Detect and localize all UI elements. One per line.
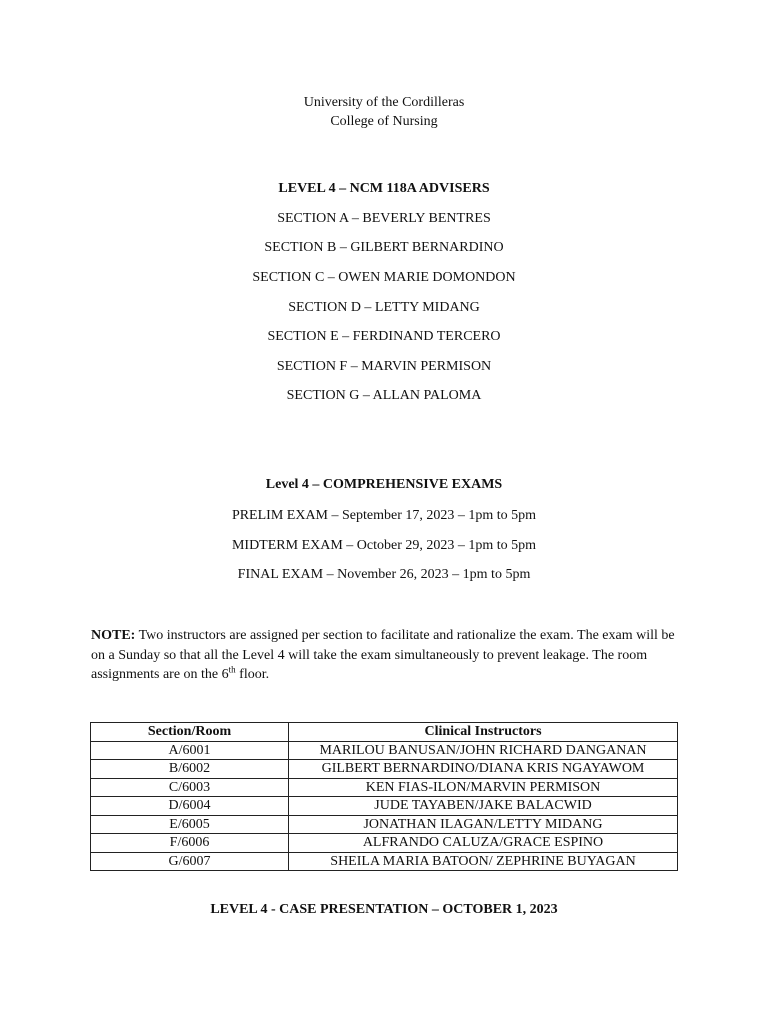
adviser-section-e: SECTION E – FERDINAND TERCERO (267, 329, 501, 344)
instructors-cell: GILBERT BERNARDINO/DIANA KRIS NGAYAWOM (289, 760, 678, 779)
table-header-row (91, 723, 678, 742)
exam-midterm: MIDTERM EXAM – October 29, 2023 – 1pm to 5pm (231, 538, 537, 553)
instructors-cell: SHEILA MARIA BATOON/ ZEPHRINE BUYAGAN (289, 852, 678, 871)
adviser-section-g: SECTION G – ALLAN PALOMA (286, 388, 482, 403)
table-row (91, 741, 678, 760)
adviser-section-a: SECTION A – BEVERLY BENTRES (277, 211, 491, 226)
note-ordinal-suffix: th (228, 664, 236, 675)
header-clinical-instructors: Clinical Instructors (289, 723, 678, 742)
instructors-cell: JONATHAN ILAGAN/LETTY MIDANG (289, 815, 678, 834)
adviser-section-b: SECTION B – GILBERT BERNARDINO (264, 240, 504, 255)
table-row (91, 852, 678, 871)
instructors-cell: MARILOU BANUSAN/JOHN RICHARD DANGANAN (289, 741, 678, 760)
note-text-end: floor. (235, 667, 270, 682)
adviser-section-f: SECTION F – MARVIN PERMISON (276, 359, 492, 374)
table-row (91, 815, 678, 834)
exam-prelim: PRELIM EXAM – September 17, 2023 – 1pm to 5pm (231, 508, 537, 523)
room-assignment-table (90, 722, 678, 871)
university-name: University of the Cordilleras (303, 95, 465, 110)
college-name: College of Nursing (330, 114, 438, 129)
header-section-room: Section/Room (91, 723, 289, 742)
section-room-cell: E/6005 (91, 815, 289, 834)
table-row (91, 778, 678, 797)
table-row (91, 797, 678, 816)
note-paragraph (91, 626, 691, 685)
section-room-cell: F/6006 (91, 834, 289, 853)
note-label: NOTE: (91, 628, 136, 643)
exams-title: Level 4 – COMPREHENSIVE EXAMS (265, 477, 503, 492)
exam-final: FINAL EXAM – November 26, 2023 – 1pm to 5pm (237, 567, 531, 582)
section-room-cell: C/6003 (91, 778, 289, 797)
section-room-cell: A/6001 (91, 741, 289, 760)
instructors-cell: JUDE TAYABEN/JAKE BALACWID (289, 797, 678, 816)
case-presentation-title: LEVEL 4 - CASE PRESENTATION – OCTOBER 1, 2023 (210, 902, 558, 917)
section-room-cell: D/6004 (91, 797, 289, 816)
adviser-section-d: SECTION D – LETTY MIDANG (288, 300, 480, 315)
instructors-cell: KEN FIAS-ILON/MARVIN PERMISON (289, 778, 678, 797)
section-room-cell: G/6007 (91, 852, 289, 871)
table-row (91, 760, 678, 779)
adviser-section-c: SECTION C – OWEN MARIE DOMONDON (252, 270, 516, 285)
note-text: Two instructors are assigned per section to facilitate and rationalize the exam. The exam will be on a Sunday so that all the Level 4 will take the exam simultaneously to prevent leakage. The room assignments are on the 6 (91, 628, 675, 682)
section-room-cell: B/6002 (91, 760, 289, 779)
instructors-cell: ALFRANDO CALUZA/GRACE ESPINO (289, 834, 678, 853)
table-row (91, 834, 678, 853)
advisers-title: LEVEL 4 – NCM 118A ADVISERS (278, 181, 490, 196)
